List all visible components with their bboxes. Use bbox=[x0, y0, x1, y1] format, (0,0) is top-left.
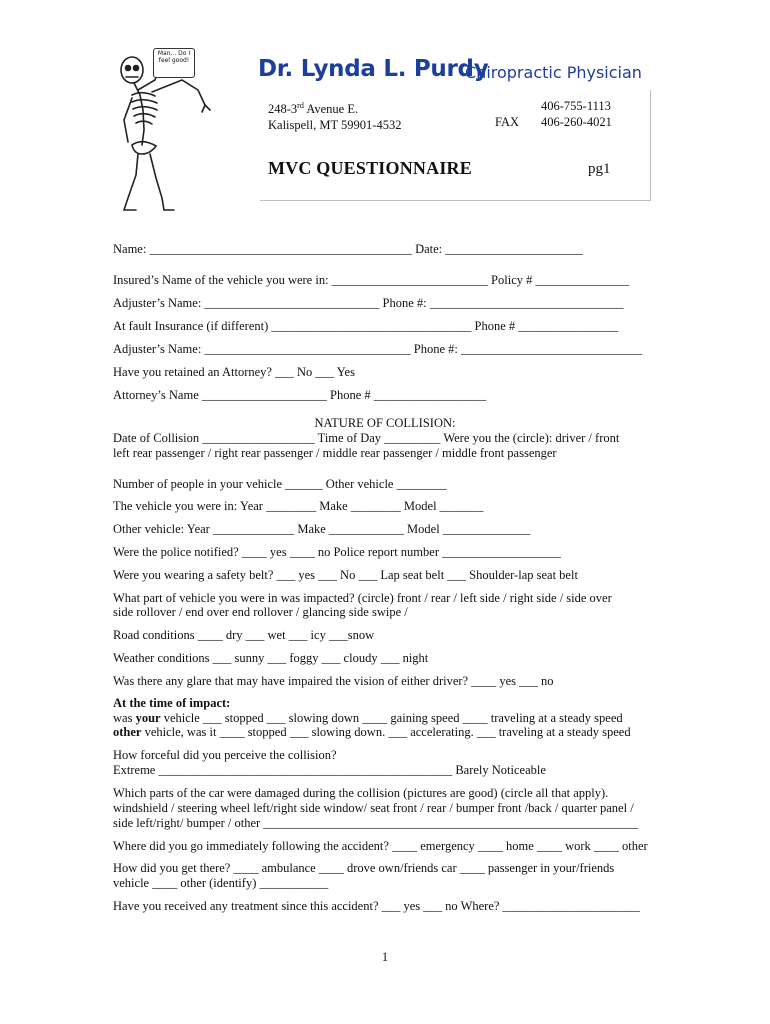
collision-line-1[interactable]: Date of Collision __________________ Time of Day _________ Were you the (circle): driver / front bbox=[113, 431, 620, 445]
adjuster-line-1[interactable]: Adjuster’s Name: ____________________________ Phone #: _______________________________ bbox=[113, 296, 624, 310]
safety-belt-line[interactable]: Were you wearing a safety belt? ___ yes ___ No ___ Lap seat belt ___ Shoulder-lap seat belt bbox=[113, 568, 578, 582]
nature-of-collision-heading: NATURE OF COLLISION: bbox=[314, 416, 456, 430]
adjuster-line-2[interactable]: Adjuster’s Name: _________________________________ Phone #: _____________________________ bbox=[113, 342, 643, 356]
damage-line-1: Which parts of the car were damaged during the collision (pictures are good) (circle all that apply). bbox=[113, 786, 609, 800]
clinic-phones bbox=[541, 98, 612, 130]
address-line-1: 248-3rd Avenue E. bbox=[268, 101, 359, 117]
address-line-2: Kalispell, MT 59901-4532 bbox=[268, 118, 402, 133]
name-date-line[interactable]: Name: __________________________________________ Date: ______________________ bbox=[113, 242, 583, 256]
fax-label: FAX bbox=[495, 115, 520, 129]
insured-line[interactable]: Insured’s Name of the vehicle you were in: _________________________ Policy # _______________ bbox=[113, 273, 630, 287]
damage-line-3[interactable]: side left/right/ bumper / other ____________________________________________________________ bbox=[113, 816, 639, 830]
glare-line[interactable]: Was there any glare that may have impaired the vision of either driver? ____ yes ___ no bbox=[113, 674, 554, 688]
doctor-name: Dr. Lynda L. Purdy bbox=[258, 56, 489, 82]
your-vehicle-line[interactable]: was your vehicle ___ stopped ___ slowing down ____ gaining speed ____ traveling at a steady speed bbox=[113, 711, 623, 725]
doctor-title: Chiropractic Physician bbox=[465, 63, 642, 82]
impact-part-line-1[interactable]: What part of vehicle you were in was impacted? (circle) front / rear / left side / right side / side over bbox=[113, 591, 612, 605]
clinic-address bbox=[268, 98, 401, 133]
page-label: pg1 bbox=[588, 161, 611, 177]
impact-part-line-2[interactable]: side rollover / end over end rollover / glancing side swipe / bbox=[113, 605, 408, 619]
how-get-there-line-2[interactable]: vehicle ____ other (identify) ___________ bbox=[113, 876, 329, 890]
police-line[interactable]: Were the police notified? ____ yes ____ no Police report number ___________________ bbox=[113, 545, 561, 559]
collision-line-2[interactable]: left rear passenger / right rear passenger / middle rear passenger / middle front passenger bbox=[113, 446, 557, 460]
forceful-scale-line[interactable]: Extreme _______________________________________________ Barely Noticeable bbox=[113, 763, 546, 777]
speech-bubble: Man... Do I feel good! bbox=[153, 48, 195, 78]
fax-number: 406-260-4021 bbox=[541, 115, 612, 129]
people-line[interactable]: Number of people in your vehicle ______ Other vehicle ________ bbox=[113, 477, 447, 491]
other-vehicle-impact-line[interactable]: other vehicle, was it ____ stopped ___ slowing down. ___ accelerating. ___ traveling at a steady speed bbox=[113, 725, 631, 739]
phone-number: 406-755-1113 bbox=[541, 99, 611, 113]
other-vehicle-line[interactable]: Other vehicle: Year _____________ Make ____________ Model ______________ bbox=[113, 522, 531, 536]
forceful-question: How forceful did you perceive the collision? bbox=[113, 748, 337, 762]
weather-conditions-line[interactable]: Weather conditions ___ sunny ___ foggy ___ cloudy ___ night bbox=[113, 651, 429, 665]
page-number: 1 bbox=[381, 950, 389, 964]
treatment-line[interactable]: Have you received any treatment since this accident? ___ yes ___ no Where? ______________________ bbox=[113, 899, 641, 913]
where-go-line[interactable]: Where did you go immediately following the accident? ____ emergency ____ home ____ work ____ other bbox=[113, 839, 648, 853]
vehicle-in-line[interactable]: The vehicle you were in: Year ________ Make ________ Model _______ bbox=[113, 499, 484, 513]
how-get-there-line-1[interactable]: How did you get there? ____ ambulance ____ drove own/friends car ____ passenger in your/friends bbox=[113, 861, 615, 875]
form-title: MVC QUESTIONNAIRE bbox=[268, 158, 472, 178]
road-conditions-line[interactable]: Road conditions ____ dry ___ wet ___ icy ___snow bbox=[113, 628, 375, 642]
damage-line-2[interactable]: windshield / steering wheel left/right side window/ seat front / rear / bumper front /back / quarter panel / bbox=[113, 801, 634, 815]
attorney-name-line[interactable]: Attorney’s Name ____________________ Phone # __________________ bbox=[113, 388, 487, 402]
attorney-question-line[interactable]: Have you retained an Attorney? ___ No ___ Yes bbox=[113, 365, 355, 379]
impact-heading: At the time of impact: bbox=[113, 696, 231, 710]
at-fault-insurance-line[interactable]: At fault Insurance (if different) ________________________________ Phone # ________________ bbox=[113, 319, 619, 333]
